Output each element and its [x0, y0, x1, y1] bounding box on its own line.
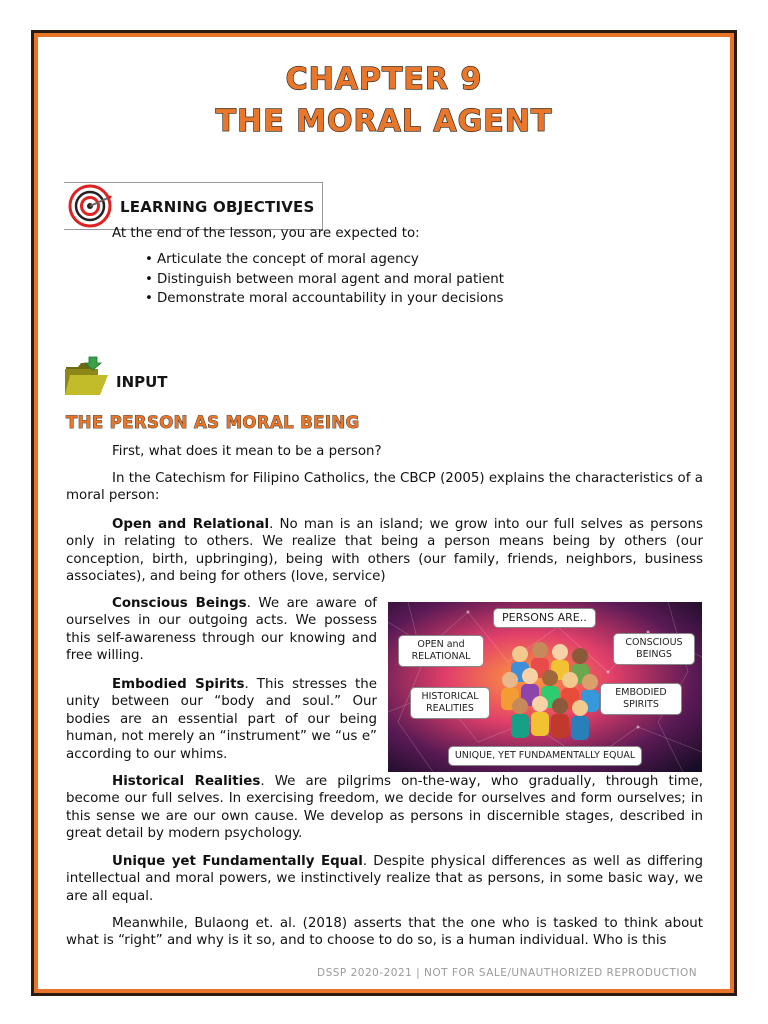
- folder-download-icon: [64, 355, 110, 397]
- term-open-relational: Open and Relational: [112, 517, 270, 532]
- paragraph-embodied-spirits: [66, 676, 377, 763]
- page-border-accent: [34, 33, 734, 993]
- chapter-number: CHAPTER 9: [285, 62, 483, 97]
- figure-label-embodied-spirits: EMBODIED SPIRITS: [600, 683, 682, 715]
- section-title: THE PERSON AS MORAL BEING: [66, 413, 360, 432]
- page-area: [38, 37, 730, 989]
- paragraph-conscious-beings: [66, 595, 377, 665]
- figure-label-historical-realities: HISTORICAL REALITIES: [410, 687, 490, 719]
- paragraph: First, what does it mean to be a person?: [112, 444, 382, 459]
- definition-text: . Despite physical differences as well as differing intellectual and moral powers, we instinctively realize that as persons, in some basic way, we are all equal.: [66, 854, 703, 904]
- definition-text: . No man is an island; we grow into our full selves as persons only in relating to others. We realize that being a person means being by others (our conception, birth, upbringing), being with others (our family, friends, neighbors, business associates), and being for others (love, service): [66, 517, 704, 585]
- list-item: • Demonstrate moral accountability in your decisions: [145, 289, 504, 309]
- term-conscious-beings: Conscious Beings: [112, 596, 247, 611]
- page-border: [31, 30, 737, 996]
- list-item: • Articulate the concept of moral agency: [145, 250, 504, 270]
- paragraph-unique-equal: [66, 853, 703, 905]
- term-unique-equal: Unique yet Fundamentally Equal: [112, 854, 363, 869]
- paragraph-open-relational: [66, 516, 703, 586]
- definition-text: . We are pilgrims on-the-way, who gradually, through time, become our full selves. In exercising freedom, we decide for ourselves and form ourselves; in this sense we are our own cause. We develop as persons in discernible stages, described in great detail by modern psychology.: [66, 774, 703, 842]
- learning-objectives-title: LEARNING OBJECTIVES: [120, 198, 315, 216]
- figure-label-unique-equal: UNIQUE, YET FUNDAMENTALLY EQUAL: [448, 746, 642, 766]
- persons-are-illustration: [388, 602, 702, 772]
- term-embodied-spirits: Embodied Spirits: [112, 677, 245, 692]
- definition-text: . We are aware of ourselves in our outgoing acts. We possess this self-awareness through our knowing and free willing.: [66, 596, 377, 664]
- paragraph: In the Catechism for Filipino Catholics, the CBCP (2005) explains the characteristics of a moral person:: [66, 471, 703, 504]
- objectives-list: [145, 250, 504, 309]
- target-icon: [68, 184, 112, 228]
- page-footer: DSSP 2020-2021 | NOT FOR SALE/UNAUTHORIZED REPRODUCTION: [317, 967, 698, 979]
- term-historical-realities: Historical Realities: [112, 774, 261, 789]
- figure-label-open-relational: OPEN and RELATIONAL: [398, 635, 484, 667]
- input-title: INPUT: [116, 373, 168, 391]
- list-item: • Distinguish between moral agent and moral patient: [145, 270, 504, 290]
- definition-text: . This stresses the unity between our “body and soul.” Our bodies are an essential part of our being human, not merely an “instrument” we “us e” according to our whims.: [66, 677, 377, 762]
- chapter-title: THE MORAL AGENT: [215, 104, 553, 139]
- paragraph: Meanwhile, Bulaong et. al. (2018) asserts that the one who is tasked to think about what is “right” and why is it so, and to choose to do so, is a human individual. Who is this: [66, 916, 703, 949]
- objectives-intro: At the end of the lesson, you are expected to:: [112, 226, 420, 241]
- figure-title: PERSONS ARE..: [493, 608, 596, 628]
- figure-label-conscious-beings: CONSCIOUS BEINGS: [613, 633, 695, 665]
- paragraph-historical-realities: [66, 773, 703, 843]
